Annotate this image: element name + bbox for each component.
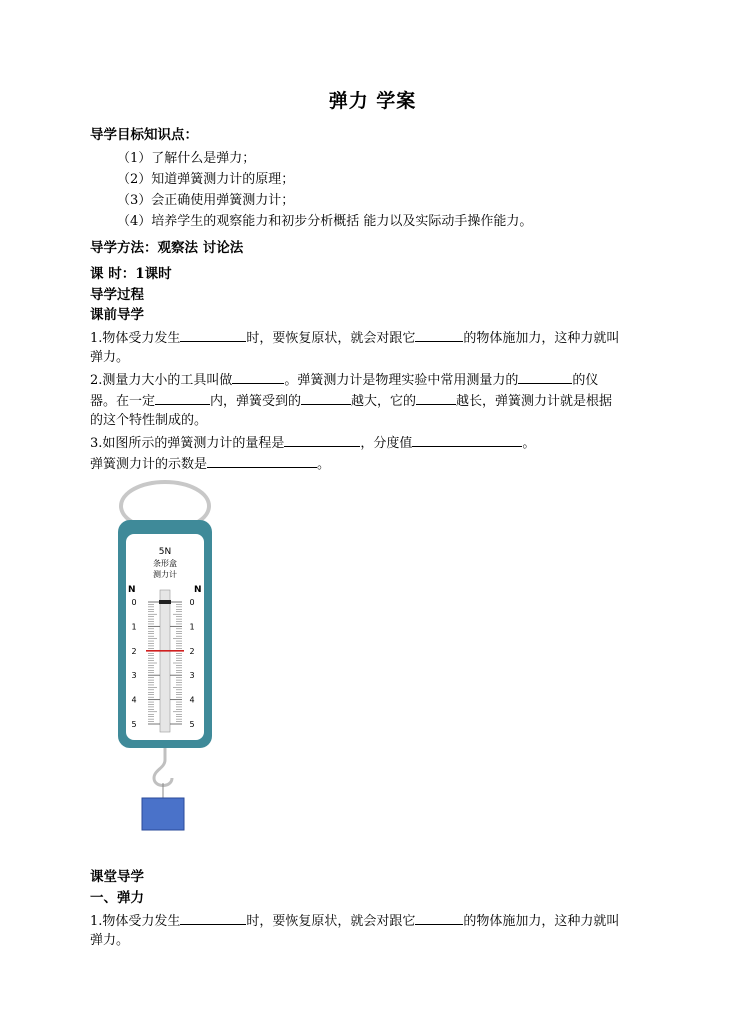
tick-label-left: 0 [131,598,137,607]
hook [154,748,172,786]
q4-blank-2[interactable] [415,910,463,925]
period-line: 课 时：1课时 [90,266,172,282]
q2-text-b: 。弹簧测力计是物理实验中常用测量力的 [284,373,519,388]
q1-text-c: 的物体施加力，这种力就叫 [463,331,620,346]
objective-4: （4）培养学生的观察能力和初步分析概括 能力以及实际动手操作能力。 [117,214,533,229]
q2-blank-4[interactable] [301,390,351,405]
pre-study-heading: 课前导学 [90,307,144,323]
tick-label-right: 3 [189,671,195,681]
section-1-heading: 一、弹力 [90,890,144,906]
page-title: 弹力 学案 [328,90,417,112]
question-3-line-2 [90,453,670,475]
question-1-line-2: 弹力。 [90,350,130,365]
question-4-line-2: 弹力。 [90,933,130,948]
q2-blank-3[interactable] [155,390,210,405]
q2-blank-1[interactable] [232,369,284,384]
q3-blank-2[interactable] [412,432,522,447]
question-2-line-2 [90,390,670,412]
q4-text-b: 时，要恢复原状，就会对跟它 [246,914,416,929]
tick-label-left: 1 [131,622,137,632]
q1-blank-2[interactable] [415,327,463,342]
q3-text-e: 。 [317,457,331,472]
q3-text-b: ，分度值 [360,436,413,451]
question-2-line-3: 的这个特性制成的。 [90,413,208,428]
unit-right: N [194,585,202,595]
q2-text-e: 内，弹簧受到的 [210,394,302,409]
q3-blank-1[interactable] [284,432,360,447]
gauge-label-type: 条形盒 [153,559,177,568]
tick-label-left: 4 [131,695,137,705]
method-line: 导学方法：观察法 讨论法 [90,240,244,256]
tick-label-right: 4 [189,695,195,705]
spring-scale-figure [110,478,220,838]
q2-text-f: 越大，它的 [351,394,417,409]
q4-text-c: 的物体施加力，这种力就叫 [463,914,620,929]
q3-text-a: 3.如图所示的弹簧测力计的量程是 [90,436,285,451]
question-1-line-1 [90,327,670,349]
question-2-line-1 [90,369,670,391]
q2-text-d: 器。在一定 [90,394,156,409]
q1-text-b: 时，要恢复原状，就会对跟它 [246,331,416,346]
q1-blank-1[interactable] [180,327,246,342]
q2-text-a: 2.测量力大小的工具叫做 [90,373,233,388]
tick-label-right: 5 [189,720,195,729]
gauge-label-5n: 5N [158,547,172,557]
objective-3: （3）会正确使用弹簧测力计； [117,193,295,208]
question-4-line-1 [90,910,670,932]
gauge-label-name: 测力计 [153,570,177,579]
weight-block [142,798,184,830]
q2-text-g: 越长，弹簧测力计就是根据 [456,394,613,409]
unit-left: N [128,585,136,595]
q3-text-c: 。 [522,436,536,451]
q3-text-d: 弹簧测力计的示数是 [90,457,208,472]
tick-label-right: 1 [189,622,195,632]
q1-text-a: 1.物体受力发生 [90,331,181,346]
spring-scale-svg [110,478,220,838]
q2-text-c: 的仪 [572,373,599,388]
tick-label-left: 3 [131,671,137,681]
q2-blank-5[interactable] [416,390,456,405]
spring-tube [160,590,170,732]
objectives-heading: 导学目标知识点： [90,127,198,143]
q4-text-a: 1.物体受力发生 [90,914,181,929]
q2-blank-2[interactable] [518,369,572,384]
question-3-line-1 [90,432,670,454]
tick-label-left: 2 [131,646,137,656]
tick-label-right: 2 [189,646,195,656]
process-heading: 导学过程 [90,287,144,303]
tick-label-left: 5 [131,720,137,729]
spring-top-marker [159,600,171,604]
q3-blank-3[interactable] [207,453,317,468]
tick-label-right: 0 [189,598,195,607]
objective-1: （1）了解什么是弹力； [117,151,256,166]
objective-2: （2）知道弹簧测力计的原理； [117,172,295,187]
q4-blank-1[interactable] [180,910,246,925]
class-study-heading: 课堂导学 [90,869,144,885]
